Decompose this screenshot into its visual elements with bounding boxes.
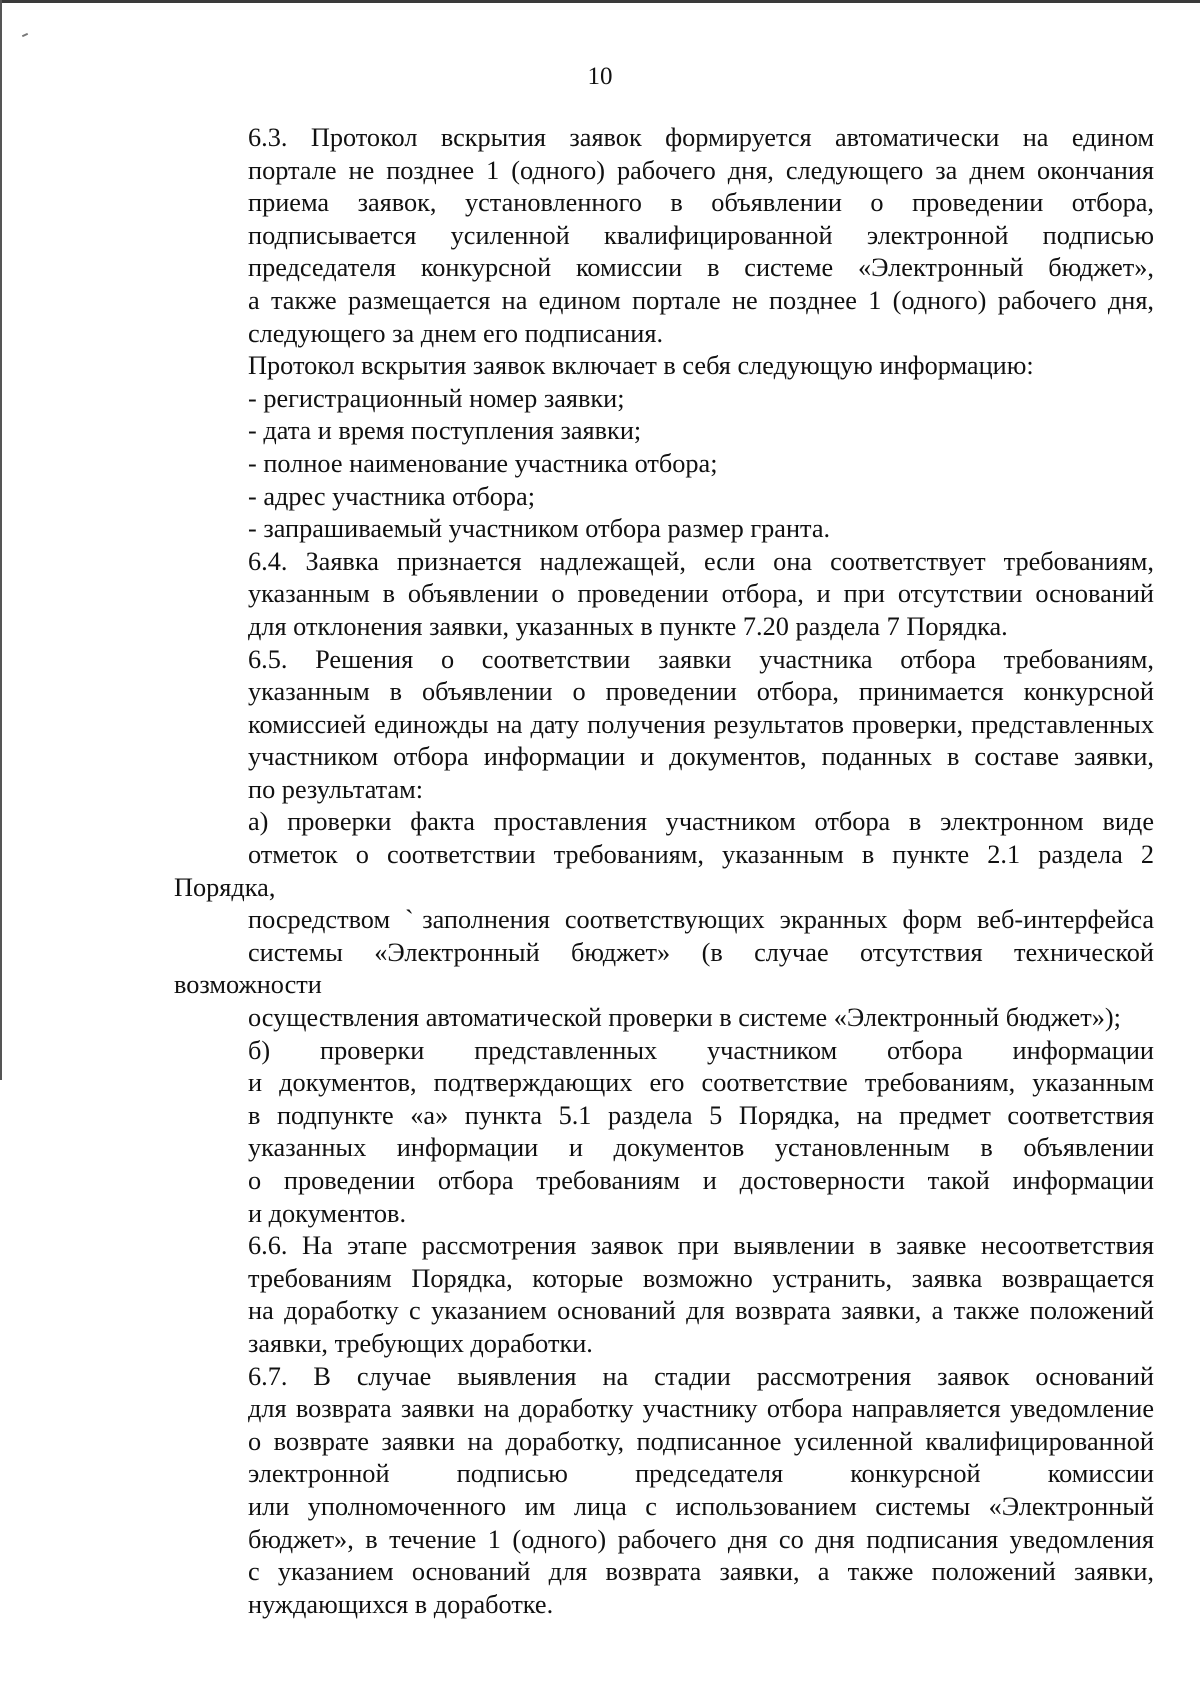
- page-number: 10: [587, 63, 613, 90]
- paragraph-6-5-a: [174, 806, 1154, 1034]
- text-line: на доработку с указанием оснований для возврата заявки, а также положений: [248, 1296, 1154, 1326]
- text-line: по результатам:: [248, 774, 424, 804]
- protocol-item: - адрес участника отбора;: [248, 481, 536, 511]
- text-line: портале не позднее 1 (одного) рабочего дня, следующего за днем окончания: [248, 155, 1154, 185]
- text-line: с указанием оснований для возврата заявки, а также положений заявки,: [248, 1557, 1154, 1587]
- paragraph-6-6: [174, 1230, 1154, 1360]
- paragraph-6-5-b: [174, 1035, 1154, 1231]
- text-line: 6.4. Заявка признается надлежащей, если она соответствует требованиям,: [248, 546, 1154, 576]
- text-line: подписывается усиленной квалифицированной электронной подписью: [248, 220, 1154, 250]
- protocol-item: - дата и время поступления заявки;: [248, 416, 642, 446]
- protocol-item: - регистрационный номер заявки;: [248, 383, 625, 413]
- text-line: а также размещается на едином портале не позднее 1 (одного) рабочего дня,: [248, 285, 1154, 315]
- text-line: следующего за днем его подписания.: [248, 318, 664, 348]
- text-line: и документов, подтверждающих его соответствие требованиям, указанным: [248, 1068, 1154, 1098]
- text-line: или уполномоченного им лица с использованием системы «Электронный: [248, 1491, 1154, 1521]
- text-line: отметок о соответствии требованиям, указанным в пункте 2.1 раздела 2 Порядка,: [174, 840, 1154, 902]
- text-line: для отклонения заявки, указанных в пункте 7.20 раздела 7 Порядка.: [248, 611, 1008, 641]
- text-line: председателя конкурсной комиссии в системе «Электронный бюджет»,: [248, 253, 1154, 283]
- protocol-item: - запрашиваемый участником отбора размер гранта.: [248, 514, 831, 544]
- text-line: бюджет», в течение 1 (одного) рабочего дня со дня подписания уведомления: [248, 1524, 1154, 1554]
- paragraph-6-4: [174, 546, 1154, 644]
- text-line: указанных информации и документов установленным в объявлении: [248, 1133, 1154, 1163]
- text-line: а) проверки факта проставления участником отбора в электронном виде: [248, 807, 1154, 837]
- text-line: б) проверки представленных участником отбора информации: [248, 1035, 1154, 1065]
- protocol-intro: Протокол вскрытия заявок включает в себя следующую информацию:: [248, 351, 1034, 381]
- text-line: комиссией единожды на дату получения результатов проверки, представленных: [248, 709, 1154, 739]
- text-line: электронной подписью председателя конкурсной комиссии: [248, 1459, 1154, 1489]
- text-line: требованиям Порядка, которые возможно устранить, заявка возвращается: [248, 1263, 1154, 1293]
- text-line: для возврата заявки на доработку участнику отбора направляется уведомление: [248, 1394, 1154, 1424]
- paragraph-6-7: [174, 1361, 1154, 1622]
- document-body: [174, 122, 1154, 1621]
- protocol-item: - полное наименование участника отбора;: [248, 448, 718, 478]
- paragraph-6-3: [174, 122, 1154, 350]
- text-line: и документов.: [248, 1198, 407, 1228]
- text-line: о проведении отбора требованиям и достоверности такой информации: [248, 1166, 1154, 1195]
- text-line: приема заявок, установленного в объявлении о проведении отбора,: [248, 188, 1154, 218]
- text-line: системы «Электронный бюджет» (в случае отсутствия технической возможности: [174, 937, 1154, 1000]
- text-line: 6.7. В случае выявления на стадии рассмотрения заявок оснований: [248, 1361, 1154, 1391]
- text-line: 6.6. На этапе рассмотрения заявок при выявлении в заявке несоответствия: [248, 1231, 1154, 1261]
- scan-left-border: [0, 0, 2, 1080]
- text-line: участником отбора информации и документов, поданных в составе заявки,: [248, 742, 1154, 772]
- text-line: 6.3. Протокол вскрытия заявок формируется автоматически на едином: [248, 123, 1154, 152]
- scan-speck: [22, 33, 28, 37]
- text-line: указанным в объявлении о проведении отбора, принимается конкурсной: [248, 677, 1154, 707]
- text-line: 6.5. Решения о соответствии заявки участника отбора требованиям,: [248, 644, 1154, 674]
- scan-top-border: [0, 0, 1200, 3]
- text-line: посредством ˋзаполнения соответствующих экранных форм веб-интерфейса: [248, 905, 1154, 935]
- paragraph-6-5: [174, 644, 1154, 807]
- text-line: осуществления автоматической проверки в системе «Электронный бюджет»);: [248, 1003, 1121, 1033]
- text-line: указанным в объявлении о проведении отбора, и при отсутствии оснований: [248, 579, 1154, 609]
- text-line: нуждающихся в доработке.: [248, 1589, 554, 1619]
- text-line: в подпункте «а» пункта 5.1 раздела 5 Порядка, на предмет соответствия: [248, 1100, 1154, 1130]
- text-line: заявки, требующих доработки.: [248, 1328, 593, 1358]
- text-line: о возврате заявки на доработку, подписанное усиленной квалифицированной: [248, 1426, 1154, 1456]
